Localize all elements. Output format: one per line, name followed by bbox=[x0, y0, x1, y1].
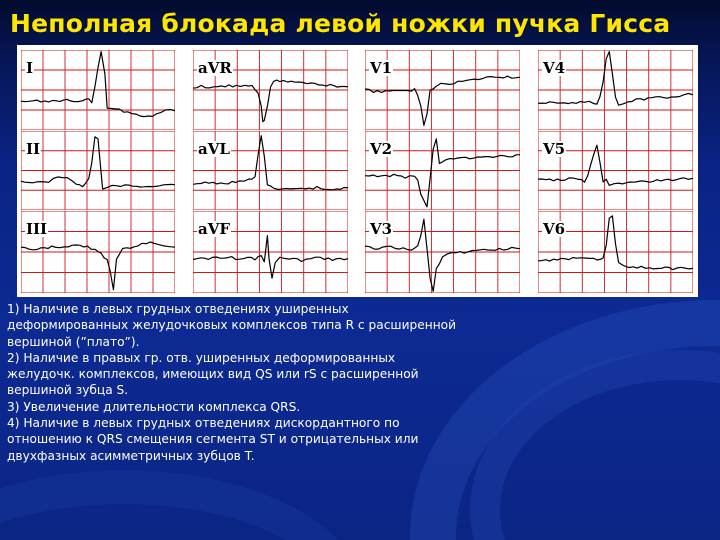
ecg-lead-label: V3 bbox=[370, 220, 393, 238]
ecg-lead-V1 bbox=[365, 50, 520, 130]
ecg-lead-label: II bbox=[26, 140, 41, 158]
criteria-line: 1) Наличие в левых грудных отведениях уширенных bbox=[7, 302, 349, 316]
ecg-lead-label: aVF bbox=[198, 220, 231, 238]
diagnostic-criteria-text bbox=[7, 301, 507, 464]
ecg-lead-label: V2 bbox=[370, 140, 393, 158]
ecg-lead-label: V4 bbox=[543, 59, 566, 77]
criteria-line: отношению к QRS смещения сегмента ST и отрицательных или bbox=[7, 432, 419, 447]
ecg-lead-label: V5 bbox=[543, 140, 566, 158]
ecg-lead-V5 bbox=[538, 131, 693, 210]
criteria-line: вершиной зубца S. bbox=[7, 383, 129, 398]
criteria-line: 2) Наличие в правых гр. отв. уширенных деформированных bbox=[7, 350, 396, 365]
criteria-line: двухфазных асимметричных зубцов T. bbox=[7, 448, 255, 463]
criteria-line: 3) Увеличение длительности комплекса QRS. bbox=[7, 399, 301, 414]
ecg-lead-label: III bbox=[26, 220, 48, 238]
ecg-trace-II bbox=[21, 131, 175, 210]
slide-title: Неполная блокада левой ножки пучка Гисса bbox=[10, 9, 671, 38]
ecg-lead-II bbox=[21, 131, 175, 210]
ecg-lead-aVF bbox=[193, 211, 348, 293]
ecg-lead-label: V1 bbox=[370, 59, 393, 77]
ecg-lead-V2 bbox=[365, 131, 520, 210]
criteria-line: желудочк. комплексов, имеющих вид QS или rS с расширенной bbox=[7, 367, 419, 382]
ecg-lead-label: aVR bbox=[198, 59, 232, 77]
background-swirl bbox=[0, 470, 368, 540]
ecg-lead-label: I bbox=[26, 59, 34, 77]
ecg-lead-aVL bbox=[193, 131, 348, 210]
criteria-line: 4) Наличие в левых грудных отведениях дискордантного по bbox=[7, 416, 400, 431]
background-swirl bbox=[470, 350, 720, 540]
ecg-lead-III bbox=[21, 211, 175, 293]
criteria-line: деформированных желудочковых комплексов типа R с расширенной bbox=[7, 318, 457, 333]
ecg-lead-V3 bbox=[365, 211, 520, 293]
ecg-figure bbox=[17, 45, 698, 297]
ecg-lead-V6 bbox=[538, 211, 693, 293]
ecg-lead-aVR bbox=[193, 50, 348, 130]
ecg-lead-label: aVL bbox=[198, 140, 230, 158]
ecg-lead-V4 bbox=[538, 50, 693, 130]
ecg-trace-I bbox=[21, 50, 175, 130]
ecg-lead-I bbox=[21, 50, 175, 130]
ecg-lead-label: V6 bbox=[543, 220, 566, 238]
criteria-line: вершиной (”плато”). bbox=[7, 334, 140, 349]
